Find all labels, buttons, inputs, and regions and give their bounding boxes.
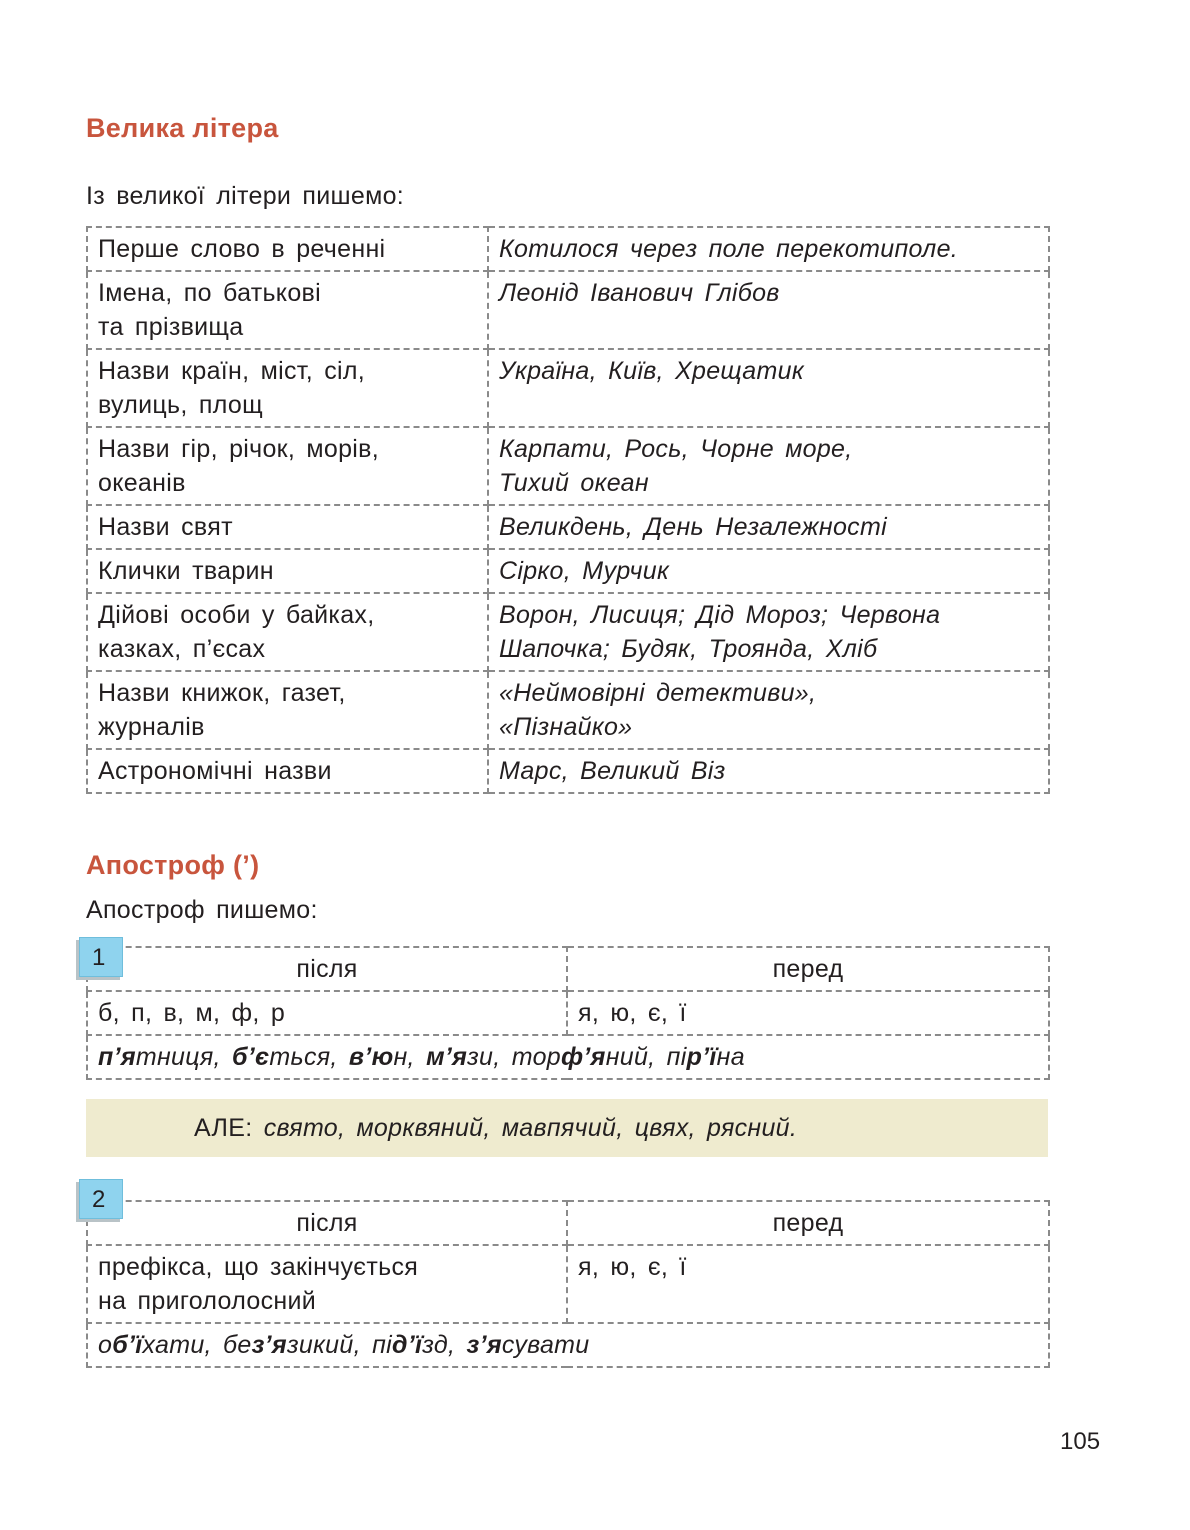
example-cell [488,671,1049,749]
example-word-part: ться, [269,1043,349,1071]
rule-text: Астрономічні назви [98,757,332,785]
rule-text: Назви гір, річок, морів, [98,435,379,463]
rule-text: Назви книжок, газет, [98,679,346,707]
table-row [87,227,1049,271]
example-cell [488,227,1049,271]
example-text: Карпати, Рось, Чорне море, [499,435,853,463]
example-word-part: на [716,1043,745,1071]
rule-cell [87,349,488,427]
rule-cell [87,271,488,349]
column-header-after: після [87,947,567,991]
example-text: Шапочка; Будяк, Троянда, Хліб [499,635,878,663]
example-word-part: тниця, [135,1043,232,1071]
table-header-row [87,1201,1049,1245]
highlighted-letters: м’я [426,1043,468,1071]
after-prefix-text: на пригололосний [98,1287,317,1315]
rule-cell [87,427,488,505]
example-cell [488,349,1049,427]
highlighted-letters: б’є [231,1043,270,1071]
capital-letter-intro: Із великої літери пишемо: [86,182,405,210]
rule-text: Дійові особи у байках, [98,601,375,629]
table-header-row [87,947,1049,991]
rule-cell [87,227,488,271]
table-row [87,1035,1049,1079]
table-row [87,549,1049,593]
after-prefix-cell [87,1245,567,1323]
rule-text: вулиць, площ [98,391,263,419]
example-text: «Пізнайко» [499,713,633,741]
apostrophe-rule-1-table [86,946,1050,1080]
capital-letter-table [86,226,1050,794]
example-cell [488,271,1049,349]
rule-cell [87,749,488,793]
table-row [87,505,1049,549]
example-word-part: о [98,1331,113,1359]
table-row [87,593,1049,671]
highlighted-letters: в’ю [348,1043,394,1071]
before-letters-cell: я, ю, є, ї [567,1245,1049,1323]
example-cell [488,549,1049,593]
rule-cell [87,593,488,671]
example-text: Тихий океан [499,469,649,497]
example-word-part: зикий, пі [286,1331,392,1359]
example-word-part: сувати [501,1331,590,1359]
highlighted-letters: р’ї [686,1043,717,1071]
example-text: Великдень, День Незалежності [499,513,887,541]
examples-cell [87,1323,1049,1367]
table-row [87,349,1049,427]
rule-text: журналів [98,713,205,741]
rule-text: та прізвища [98,313,244,341]
rule-text: Назви свят [98,513,233,541]
table-row [87,671,1049,749]
page-number: 105 [1060,1428,1101,1455]
example-word-part: н, [393,1043,427,1071]
column-header-before: перед [567,1201,1049,1245]
example-cell [488,427,1049,505]
rule-text: казках, п’єсах [98,635,266,663]
before-letters-cell: я, ю, є, ї [567,991,1049,1035]
example-text: Леонід Іванович Глібов [499,279,780,307]
rule-text: океанів [98,469,186,497]
example-text: Котилося через поле перекотиполе. [499,235,959,263]
rule-cell [87,505,488,549]
rule-text: Імена, по батькові [98,279,321,307]
highlighted-letters: ф’я [561,1043,606,1071]
table-row [87,271,1049,349]
example-text: Ворон, Лисиця; Дід Мороз; Червона [499,601,941,629]
rule-cell [87,671,488,749]
section-title-apostrophe: Апостроф (’) [86,850,260,880]
column-header-before: перед [567,947,1049,991]
example-cell [488,749,1049,793]
after-letters-cell: б, п, в, м, ф, р [87,991,567,1035]
examples-cell [87,1035,1049,1079]
example-word-part: зд, [422,1331,467,1359]
example-cell [488,505,1049,549]
highlighted-letters: б’ї [112,1331,143,1359]
example-text: Марс, Великий Віз [499,757,726,785]
exception-note [86,1099,1048,1157]
example-text: Україна, Київ, Хрещатик [499,357,804,385]
exception-label: АЛЕ: [194,1114,253,1142]
after-prefix-text: префікса, що закінчується [98,1253,419,1281]
rule-cell [87,549,488,593]
column-header-after: після [87,1201,567,1245]
example-cell [488,593,1049,671]
rule-text: Клички тварин [98,557,274,585]
rule-text: Перше слово в реченні [98,235,386,263]
table-row [87,991,1049,1035]
highlighted-letters: з’я [251,1331,287,1359]
example-text: Сірко, Мурчик [499,557,670,585]
table-row [87,749,1049,793]
rule-number-badge-1: 1 [79,937,123,977]
table-row [87,427,1049,505]
section-title-capital-letter: Велика літера [86,113,279,143]
rule-number-badge-2: 2 [79,1179,123,1219]
table-row [87,1323,1049,1367]
example-word-part: хати, бе [142,1331,252,1359]
apostrophe-intro: Апостроф пишемо: [86,896,318,924]
highlighted-letters: д’ї [392,1331,423,1359]
rule-text: Назви країн, міст, сіл, [98,357,366,385]
example-word-part: зи, тор [467,1043,561,1071]
exception-text: свято, морквяний, мавпячий, цвях, рясний. [263,1114,798,1142]
highlighted-letters: з’я [466,1331,502,1359]
table-row [87,1245,1049,1323]
highlighted-letters: п’я [98,1043,136,1071]
example-text: «Неймовірні детективи», [499,679,817,707]
apostrophe-rule-2-table [86,1200,1050,1368]
example-word-part: ний, пі [605,1043,687,1071]
